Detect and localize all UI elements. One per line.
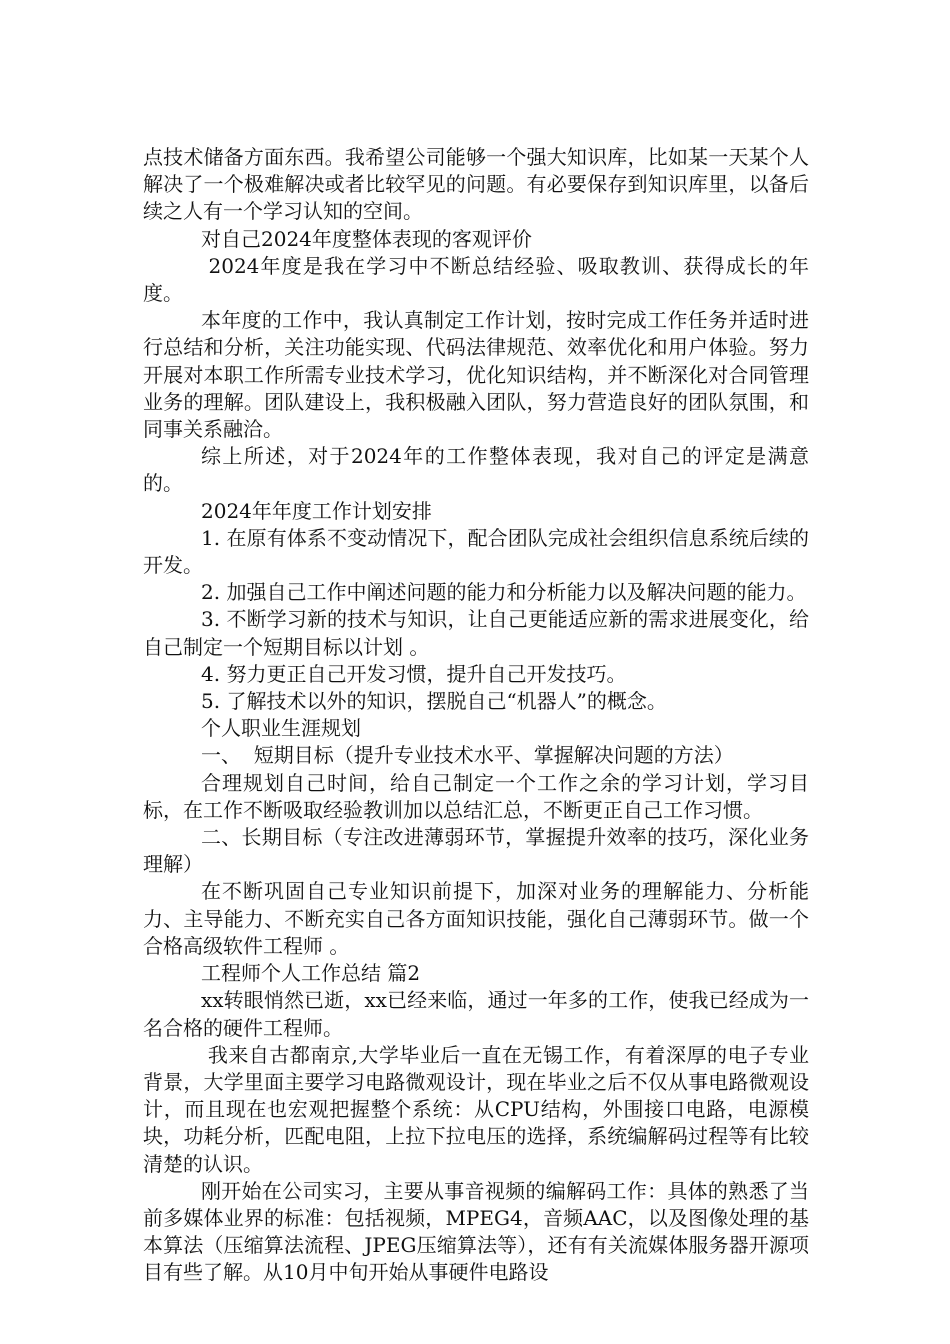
paragraph-conclusion: 综上所述，对于2024年的工作整体表现，我对自己的评定是满意的。 (143, 444, 809, 496)
paragraph-knowledge-base: 点技术储备方面东西。我希望公司能够一个强大知识库，比如某一天某个人解决了一个极难解决或者比较罕见的问题。有必要保存到知识库里，以备后续之人有一个学习认知的空间。 (143, 145, 809, 224)
plan-item-5: 5. 了解技术以外的知识，摆脱自己“机器人”的概念。 (201, 689, 667, 714)
plan-item-1: 1. 在原有体系不变动情况下，配合团队完成社会组织信息系统后续的开发。 (143, 525, 809, 578)
heading-career-plan: 个人职业生涯规划 (201, 716, 361, 741)
paragraph-internship: 刚开始在公司实习，主要从事音视频的编解码工作：具体的熟悉了当前多媒体业界的标准：包括视频，MPEG4，音频AAC，以及图像处理的基本算法（压缩算法流程、JPEG压缩算法等），还有有关流媒体服务器开源项目有些了解。从10月中旬开始从事硬件电路设 (143, 1178, 809, 1285)
paragraph-year-summary: 2024年度是我在学习中不断总结经验、吸取教训、获得成长的年度。 (143, 253, 809, 306)
heading-short-term-goal: 一、 短期目标（提升专业技术水平、掌握解决问题的方法） (201, 743, 734, 768)
heading-long-term-goal: 二、长期目标（专注改进薄弱环节，掌握提升效率的技巧，深化业务理解） (143, 825, 809, 877)
paragraph-work-review: 本年度的工作中，我认真制定工作计划，按时完成工作任务并适时进行总结和分析，关注功能实现、代码法律规范、效率优化和用户体验。努力开展对本职工作所需专业技术学习，优化知识结构，并不断深化对合同管理业务的理解。团队建设上，我积极融入团队，努力营造良好的团队氛围，和同事关系融洽。 (143, 308, 809, 442)
paragraph-intro: xx转眼悄然已逝，xx已经来临，通过一年多的工作，使我已经成为一名合格的硬件工程师。 (143, 988, 809, 1040)
plan-item-4: 4. 努力更正自己开发习惯，提升自己开发技巧。 (201, 661, 627, 686)
paragraph-short-term: 合理规划自己时间，给自己制定一个工作之余的学习计划，学习目标，在工作不断吸取经验教训加以总结汇总，不断更正自己工作习惯。 (143, 770, 809, 822)
document-body (143, 144, 809, 1287)
heading-part-2: 工程师个人工作总结 篇2 (201, 961, 421, 986)
heading-work-plan: 2024年年度工作计划安排 (201, 498, 432, 523)
paragraph-long-term: 在不断巩固自己专业知识前提下，加深对业务的理解能力、分析能力、主导能力、不断充实自己各方面知识技能，强化自己薄弱环节。做一个合格高级软件工程师 。 (143, 879, 809, 958)
heading-self-evaluation: 对自己2024年度整体表现的客观评价 (201, 226, 532, 251)
plan-item-3: 3. 不断学习新的技术与知识，让自己更能适应新的需求进展变化，给自己制定一个短期目标以计划 。 (143, 607, 809, 659)
paragraph-background: 我来自古都南京,大学毕业后一直在无锡工作，有着深厚的电子专业背景，大学里面主要学习电路微观设计，现在毕业之后不仅从事电路微观设计，而且现在也宏观把握整个系统：从CPU结构，外围接口电路，电源模块，功耗分析，匹配电阻，上拉下拉电压的选择，系统编解码过程等有比较清楚的认识。 (143, 1042, 810, 1176)
plan-item-2: 2. 加强自己工作中阐述问题的能力和分析能力以及解决问题的能力。 (201, 580, 807, 605)
